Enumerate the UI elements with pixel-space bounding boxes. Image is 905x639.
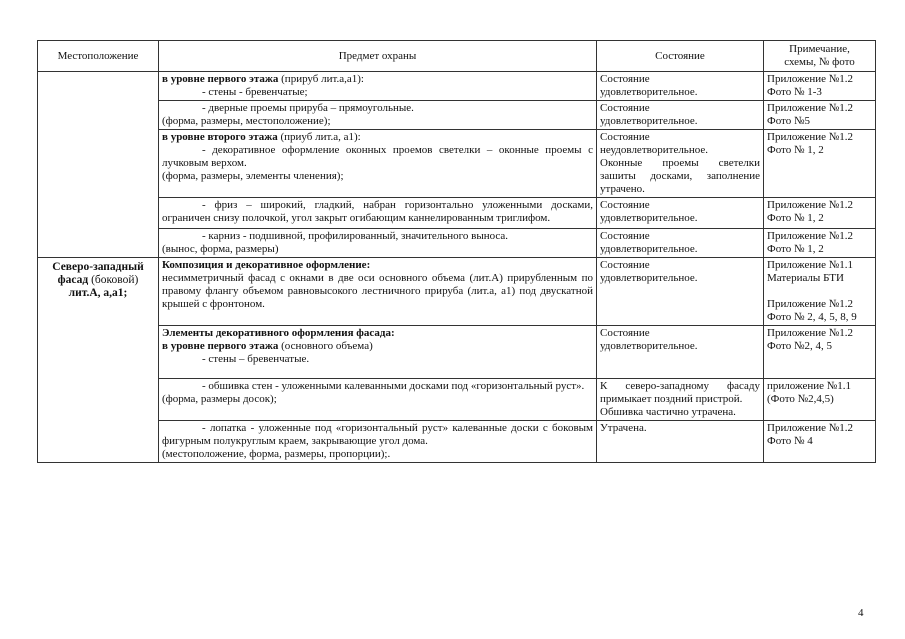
state-cell: Состояние удовлетворительное.	[597, 72, 764, 101]
subject-cell: - фриз – широкий, гладкий, набран горизонтально уложенными досками, ограничен снизу полочкой, угол закрыт огибающим каннелированным триглифом.	[159, 198, 597, 229]
note-cell: Приложение №1.2 Фото № 1, 2	[764, 130, 876, 198]
subject-cell: Композиция и декоративное оформление: несимметричный фасад с окнами в две оси основного объема (лит.А) прирубленным по правому флангу объемом равновысокого лестничного прируба (лит.а, а1) под двускатной крышей с фронтоном.	[159, 258, 597, 326]
subject-cell: - обшивка стен - уложенными калеванными досками под «горизонтальный руст». (форма, размеры досок);	[159, 379, 597, 421]
table-header-row	[38, 41, 876, 72]
header-note: Примечание, схемы, № фото	[764, 41, 876, 72]
note-cell: Приложение №1.2 Фото №2, 4, 5	[764, 326, 876, 379]
state-cell: Утрачена.	[597, 421, 764, 463]
subject-cell: - карниз - подшивной, профилированный, значительного выноса. (вынос, форма, размеры)	[159, 229, 597, 258]
state-cell: Состояние удовлетворительное.	[597, 229, 764, 258]
table-row	[38, 229, 876, 258]
state-cell: Состояние удовлетворительное.	[597, 258, 764, 326]
state-cell: Состояние удовлетворительное.	[597, 101, 764, 130]
state-cell: Состояние удовлетворительное.	[597, 198, 764, 229]
header-location: Местоположение	[38, 41, 159, 72]
table-row	[38, 72, 876, 101]
subject-cell: - лопатка - уложенные под «горизонтальный руст» калеванные доски с боковым фигурным полукруглым краем, закрывающие угол дома. (местоположение, форма, размеры, пропорции);.	[159, 421, 597, 463]
state-cell: К северо-западному фасаду примыкает поздний пристрой. Обшивка частично утрачена.	[597, 379, 764, 421]
state-cell: Состояние неудовлетворительное. Оконные проемы светелки зашиты досками, заполнение утрачено.	[597, 130, 764, 198]
note-cell: Приложение №1.2 Фото № 1, 2	[764, 229, 876, 258]
subject-cell: Элементы декоративного оформления фасада: в уровне первого этажа (основного объема) - стены – бревенчатые.	[159, 326, 597, 379]
subject-cell: в уровне второго этажа (приуб лит.а, а1): - декоративное оформление оконных проемов светелки – оконные проемы с лучковым верхом. (форма, размеры, элементы членения);	[159, 130, 597, 198]
page-number: 4	[858, 607, 864, 619]
state-cell: Состояние удовлетворительное.	[597, 326, 764, 379]
table-row	[38, 421, 876, 463]
table-row	[38, 130, 876, 198]
table-row	[38, 258, 876, 326]
note-cell: Приложение №1.2 Фото № 1, 2	[764, 198, 876, 229]
table-row	[38, 101, 876, 130]
subject-cell: - дверные проемы прируба – прямоугольные. (форма, размеры, местоположение);	[159, 101, 597, 130]
note-cell: приложение №1.1 (Фото №2,4,5)	[764, 379, 876, 421]
table-row	[38, 379, 876, 421]
table-row	[38, 198, 876, 229]
subject-cell: в уровне первого этажа (прируб лит.а,а1): - стены - бревенчатые;	[159, 72, 597, 101]
location-cell-empty	[38, 72, 159, 258]
note-cell: Приложение №1.2 Фото №5	[764, 101, 876, 130]
protection-table	[37, 40, 876, 463]
location-cell: Северо-западный фасад (боковой) лит.А, а,а1;	[38, 258, 159, 463]
table-row	[38, 326, 876, 379]
header-state: Состояние	[597, 41, 764, 72]
note-cell: Приложение №1.2 Фото № 4	[764, 421, 876, 463]
note-cell: Приложение №1.2 Фото № 1-3	[764, 72, 876, 101]
header-subject: Предмет охраны	[159, 41, 597, 72]
document-page	[37, 40, 875, 463]
note-cell: Приложение №1.1 Материалы БТИ Приложение №1.2 Фото № 2, 4, 5, 8, 9	[764, 258, 876, 326]
